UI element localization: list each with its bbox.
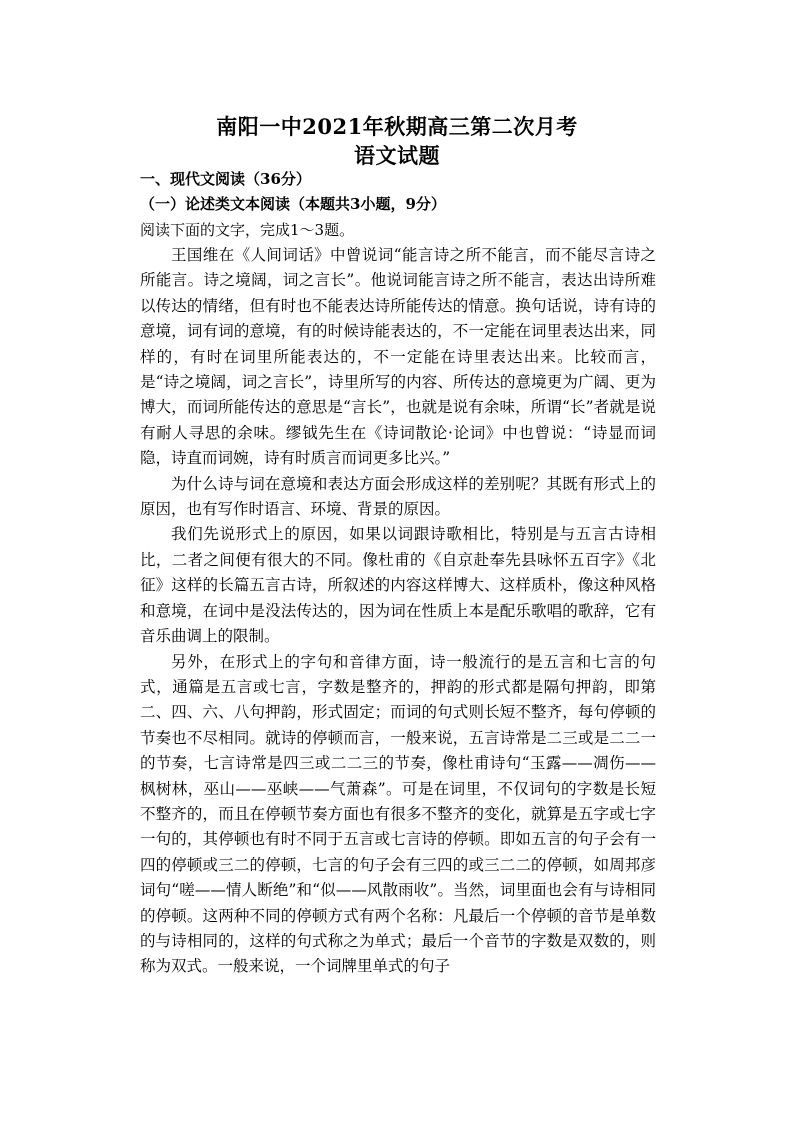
exam-title: 南阳一中2021年秋期高三第二次月考 [216,114,578,139]
reading-instruction: 阅读下面的文字，完成1～3题。 [140,221,355,239]
section-heading: 一、现代文阅读（36分） [140,170,311,188]
paragraph: 王国维在《人间词话》中曾说词“能言诗之所不能言，而不能尽言诗之所能言。诗之境阔，词之言长”。他说词能言诗之所不能言，表达出诗所难以传达的情绪，但有时也不能表达诗所能传达的情意。换句话说，诗有诗的意境，词有词的意境，有的时候诗能表达的，不一定能在词里表达出来，同样的，有时在词里所能表达的，不一定能在诗里表达出来。比较而言，是“诗之境阔，词之言长”，诗里所写的内容、所传达的意境更为广阔、更为博大，而词所能传达的意思是“言长”，也就是说有余味，所谓“长”者就是说有耐人寻思的余味。缪钺先生在《诗词散论·论词》中也曾说：“诗显而词隐，诗直而词婉，诗有时质言而词更多比兴。” [140,246,656,468]
passage-body [140,243,656,980]
exam-subject-title: 语文试题 [354,143,440,168]
paragraph: 为什么诗与词在意境和表达方面会形成这样的差别呢？其既有形式上的原因，也有写作时语言、环境、背景的原因。 [140,474,656,519]
paragraph: 我们先说形式上的原因，如果以词跟诗歌相比，特别是与五言古诗相比，二者之间便有很大的不同。像杜甫的《自京赴奉先县咏怀五百字》《北征》这样的长篇五言古诗，所叙述的内容这样博大、这样质朴，像这种风格和意境，在词中是没法传达的，因为词在性质上本是配乐歌唱的歌辞，它有音乐曲调上的限制。 [140,525,656,646]
subsection-heading: （一）论述类文本阅读（本题共3小题，9分） [140,195,446,213]
paragraph: 另外，在形式上的字句和音律方面，诗一般流行的是五言和七言的句式，通篇是五言或七言，字数是整齐的，押韵的形式都是隔句押韵，即第二、四、六、八句押韵，形式固定；而词的句式则长短不整齐，每句停顿的节奏也不尽相同。就诗的停顿而言，一般来说，五言诗常是二三或是二二一的节奏，七言诗常是四三或二二三的节奏，像杜甫诗句“玉露——凋伤——枫树林，巫山——巫峡——气萧森”。可是在词里，不仅词句的字数是长短不整齐的，而且在停顿节奏方面也有很多不整齐的变化，就算是五字或七字一句的，其停顿也有时不同于五言或七言诗的停顿。即如五言的句子会有一四的停顿或三二的停顿，七言的句子会有三四的或三二二的停顿，如周邦彦词句“嗟——情人断绝”和“似——风散雨收”。当然，词里面也会有与诗相同的停顿。这两种不同的停顿方式有两个名称：凡最后一个停顿的音节是单数的与诗相同的，这样的句式称之为单式；最后一个音节的字数是双数的，则称为双式。一般来说，一个词牌里单式的句子 [140,652,656,976]
